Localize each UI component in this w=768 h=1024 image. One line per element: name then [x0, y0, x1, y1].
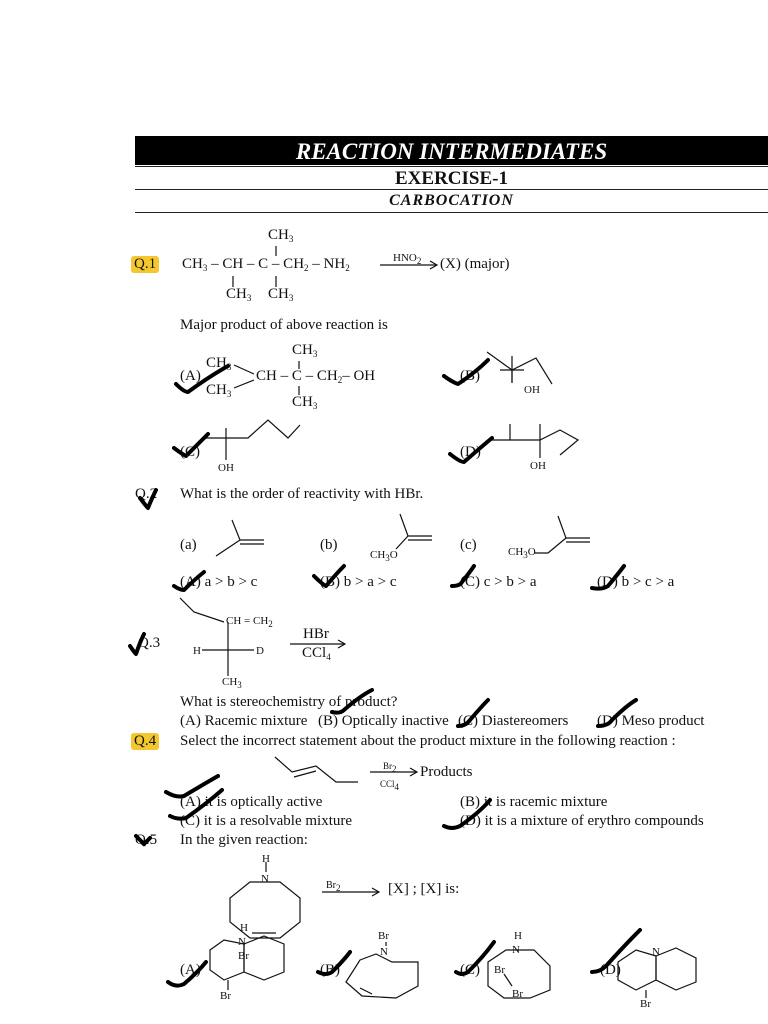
q3-reagent-bottom: CCl$_4$ [302, 645, 331, 662]
q1-b-oh: OH [524, 384, 540, 396]
q2-option-d[interactable]: (D) b > c > a [597, 574, 675, 590]
q1-a-ch3-lower: $CH_3$ [206, 382, 232, 399]
q1-c-oh: OH [218, 462, 234, 474]
q4-option-a[interactable]: (A) it is optically active [180, 794, 323, 810]
q2-label-b: (b) [320, 537, 338, 553]
q5-reagent: Br2 [326, 880, 341, 893]
q4-products: Products [420, 764, 473, 780]
q5-a-br-upper: Br [238, 950, 249, 962]
q5-d-br: Br [640, 998, 651, 1010]
q1-a-ch3-top: $CH_3$ [292, 342, 318, 359]
q1-a-ch3-upper: $CH_3$ [206, 355, 232, 372]
q5-c-br-left: Br [494, 964, 505, 976]
q1-option-b[interactable]: (B) [460, 368, 480, 384]
q1-ch3-top: $CH_3$ [268, 227, 294, 244]
q5-b-n: N [380, 946, 388, 958]
q5-a-h: H [240, 922, 248, 934]
q1-reagent: $HNO_2$ [393, 252, 422, 266]
q3-ch3: $CH_3$ [222, 676, 242, 690]
q5-option-c[interactable]: (C) [460, 962, 480, 978]
section-heading: CARBOCATION [389, 192, 514, 209]
q5-n: N [261, 873, 269, 885]
q1-a-ch3-bottom: $CH_3$ [292, 394, 318, 411]
q3-option-d[interactable]: (D) Meso product [597, 713, 705, 729]
q3-option-a[interactable]: (A) Racemic mixture [180, 713, 308, 729]
q5-option-d[interactable]: (D) [600, 962, 621, 978]
q4-option-b[interactable]: (B) it is racemic mixture [460, 794, 608, 810]
q5-b-br: Br [378, 930, 389, 942]
q5-result: [X] ; [X] is: [388, 881, 460, 897]
q5-c-n: N [512, 944, 520, 956]
q1-option-d[interactable]: (D) [460, 444, 481, 460]
q2-number: Q.2 [135, 486, 158, 502]
q5-option-a[interactable]: (A) [180, 962, 201, 978]
q2-label-c: (c) [460, 537, 477, 553]
q1-number: Q.1 [131, 256, 159, 273]
q5-question: In the given reaction: [180, 832, 308, 848]
q4-number: Q.4 [131, 733, 159, 750]
q3-d: D [256, 645, 264, 657]
q1-product: (X) (major) [440, 256, 510, 272]
q5-c-br-bottom: Br [512, 988, 523, 1000]
q1-ch3-bottom-left: $CH_3$ [226, 286, 252, 303]
q3-number: Q.3 [138, 635, 161, 651]
q1-reactant: $CH_3$ – CH – C – $CH_2 - NH_2$ [182, 256, 350, 273]
q4-option-d[interactable]: (D) it is a mixture of erythro compounds [460, 813, 704, 829]
exercise-heading: EXERCISE-1 [395, 168, 508, 189]
q2-label-a: (a) [180, 537, 197, 553]
q2-option-b[interactable]: (B) b > a > c [320, 574, 397, 590]
q2-option-a[interactable]: (A) a > b > c [180, 574, 258, 590]
q5-number: Q.5 [135, 832, 158, 848]
q5-c-h: H [514, 930, 522, 942]
q4-reagent-top: Br2 [383, 761, 397, 774]
q1-d-oh: OH [530, 460, 546, 472]
q1-option-c[interactable]: (C) [180, 444, 200, 460]
q3-option-b[interactable]: (B) Optically inactive [318, 713, 449, 729]
q3-option-c[interactable]: (C) Diastereomers [458, 713, 569, 729]
q5-option-b[interactable]: (B) [320, 962, 340, 978]
q3-h: H [193, 645, 201, 657]
page-title: REACTION INTERMEDIATES [135, 136, 768, 165]
q4-question: Select the incorrect statement about the product mixture in the following reaction : [180, 733, 676, 749]
q3-reagent-top: HBr [303, 626, 329, 642]
q3-question: What is stereochemistry of product? [180, 694, 398, 710]
q1-ch3-bottom-right: $CH_3$ [268, 286, 294, 303]
q2-b-methoxy: $CH_3O$ [370, 549, 398, 563]
q1-question: Major product of above reaction is [180, 317, 388, 333]
q2-question: What is the order of reactivity with HBr. [180, 486, 424, 502]
q1-a-chain: CH – C – $CH_2-$ OH [256, 368, 376, 385]
q5-h: H [262, 853, 270, 865]
q5-a-n: N [238, 936, 246, 948]
q4-option-c[interactable]: (C) it is a resolvable mixture [180, 813, 353, 829]
q1-option-a[interactable]: (A) [180, 368, 201, 384]
q2-option-c[interactable]: (C) c > b > a [460, 574, 537, 590]
q3-vinyl: CH = $CH_2$ [226, 615, 273, 629]
q5-d-n: N [652, 946, 660, 958]
q5-a-br-lower: Br [220, 990, 231, 1002]
q4-reagent-bottom: CCl4 [380, 779, 400, 792]
q2-c-methoxy: $CH_3O$ [508, 546, 536, 560]
